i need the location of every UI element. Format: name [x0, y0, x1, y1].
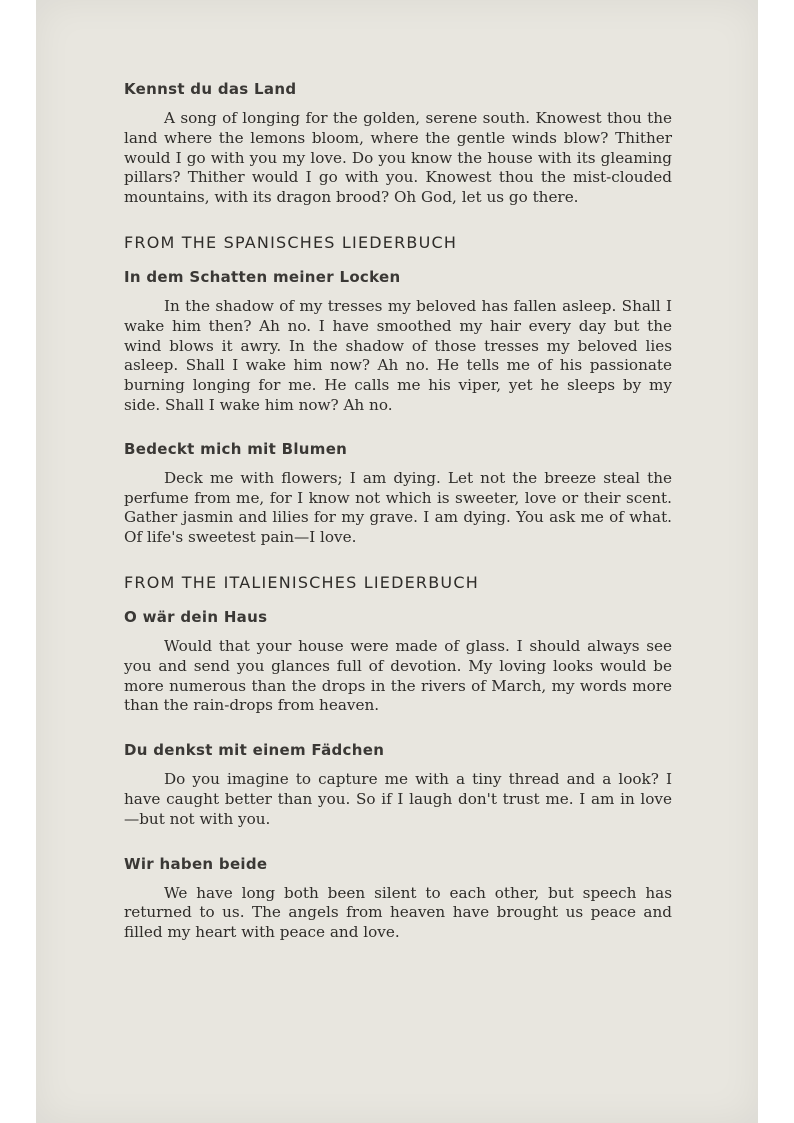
song-text-du-denkst: Do you imagine to capture me with a tiny thread and a look? I have caught better than you. So if I laugh don't trust me. I am in love—but not with you.	[124, 770, 672, 828]
song-title-wir-haben-beide: Wir haben beide	[124, 854, 268, 873]
program-page	[36, 0, 758, 1123]
song-text-in-dem-schatten: In the shadow of my tresses my beloved has fallen asleep. Shall I wake him then? Ah no. I have smoothed my hair every day but the wind blows it awry. In the shadow of those tresses my beloved lies asleep. Shall I wake him now? Ah no. He tells me of his passionate burning longing for me. He calls me his viper, yet he sleeps by my side. Shall I wake him now? Ah no.	[124, 296, 672, 414]
song-title-in-dem-schatten: In dem Schatten meiner Locken	[124, 267, 401, 286]
song-title-bedeckt-mich: Bedeckt mich mit Blumen	[124, 439, 348, 458]
song-title-kennst-du-das-land: Kennst du das Land	[124, 80, 297, 98]
song-text-wir-haben-beide: We have long both been silent to each other, but speech has returned to us. The angels from heaven have brought us peace and filled my heart with peace and love.	[124, 883, 672, 942]
song-title-du-denkst: Du denkst mit einem Fädchen	[124, 741, 385, 760]
section-heading-italienisches-liederbuch: FROM THE ITALIENISCHES LIEDERBUCH	[124, 572, 479, 592]
section-heading-spanisches-liederbuch: FROM THE SPANISCHES LIEDERBUCH	[124, 232, 458, 252]
song-text-o-waer-dein-haus: Would that your house were made of glass. I should always see you and send you glances full of devotion. My loving looks would be more numerous than the drops in the rivers of March, my words more than the rain-drops from heaven.	[124, 636, 672, 715]
song-text-bedeckt-mich: Deck me with flowers; I am dying. Let not the breeze steal the perfume from me, for I know not which is sweeter, love or their scent. Gather jasmin and lilies for my grave. I am dying. You ask me of what. Of life's sweetest pain—I love.	[124, 468, 672, 547]
page-content	[124, 80, 672, 943]
song-text-kennst-du-das-land: A song of longing for the golden, serene south. Knowest thou the land where the lemons bloom, where the gentle winds blow? Thither would I go with you my love. Do you know the house with its gleaming pillars? Thither would I go with you. Knowest thou the mist-clouded mountains, with its dragon brood? Oh God, let us go there.	[124, 109, 672, 207]
song-title-o-waer-dein-haus: O wär dein Haus	[124, 607, 268, 626]
